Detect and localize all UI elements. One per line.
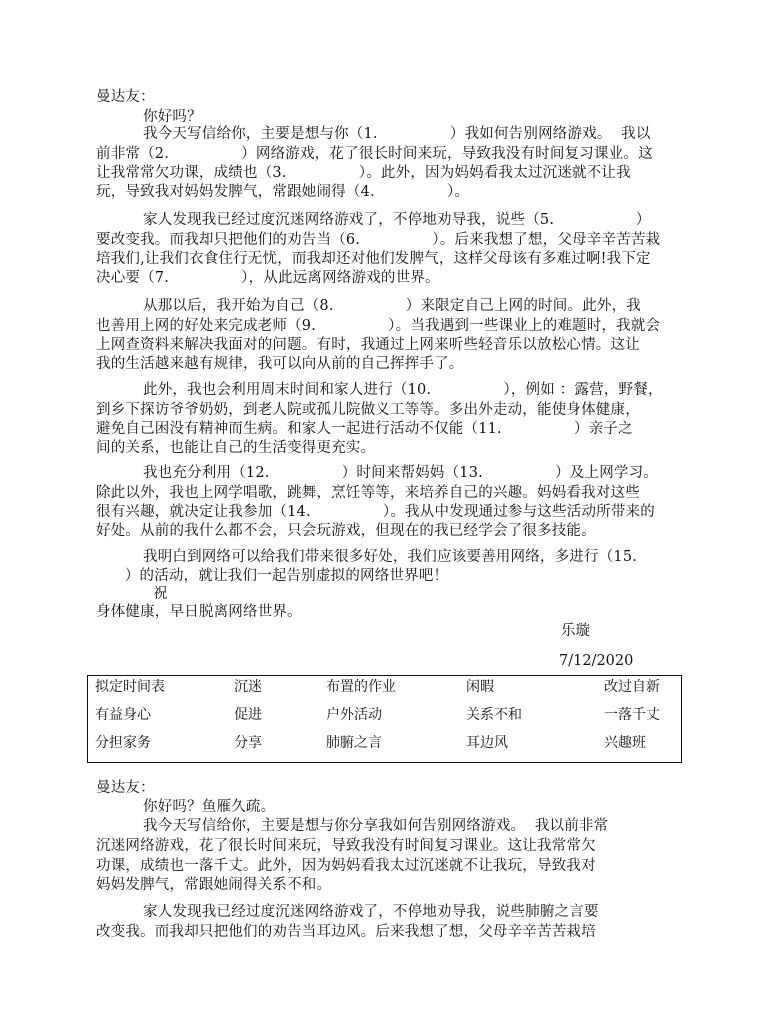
paragraph-3-line-1: 从那以后，我开始为自己（8. ）来限定自己上网的时间。此外，我 xyxy=(143,298,641,314)
paragraph-2-line-3: 培我们,让我们衣食住行无忧，而我却还对他们发脾气，这样父母该有多难过啊!我下定 xyxy=(96,251,651,267)
word-bank-item: 肺腑之言 xyxy=(326,735,382,751)
paragraph-5-line-4: 好处。从前的我什么都不会，只会玩游戏，但现在的我已经学会了很多技能。 xyxy=(96,523,596,539)
paragraph-4-line-4: 间的关系，也能让自己的生活变得更充实。 xyxy=(96,440,376,456)
paragraph-6-line-1: 我明白到网络可以给我们带来很多好处，我们应该要善用网络，多进行（15. xyxy=(143,549,638,565)
paragraph-2-line-1: 家人发现我已经过度沉迷网络游戏了，不停地劝导我，说些（5. ） xyxy=(143,212,651,228)
letter-greeting: 曼达友： xyxy=(96,89,155,105)
signature: 乐璇 xyxy=(561,623,590,639)
word-bank-item: 沉迷 xyxy=(234,679,262,695)
paragraph-4-line-3: 避免自己困没有精神而生病。和家人一起进行活动不仅能（11. ）亲子之 xyxy=(96,421,633,437)
paragraph-1-line-2: 前非常（2. ）网络游戏，花了很长时间来玩，导致我没有时间复习课业。这 xyxy=(96,146,653,162)
word-bank-box xyxy=(87,675,682,763)
word-bank-item: 户外活动 xyxy=(326,707,382,723)
answer-line-4: 妈妈发脾气，常跟她闹得关系不和。 xyxy=(96,877,332,893)
paragraph-1-line-3: 让我常常欠功课，成绩也（3. ）。此外，因为妈妈看我太过沉迷就不让我 xyxy=(96,165,631,181)
word-bank-item: 闲暇 xyxy=(466,679,494,695)
closing-text: 身体健康，早日脱离网络世界。 xyxy=(96,604,302,620)
closing-wish: 祝 xyxy=(153,586,168,602)
answer-line-1: 我今天写信给你，主要是想与你分享我如何告别网络游戏。 我以前非常 xyxy=(143,818,609,834)
letter-hello: 你好吗？ xyxy=(143,109,202,125)
paragraph-3-line-2: 也善用上网的好处来完成老师（9. ）。当我遇到一些课业上的难题时，我就会 xyxy=(96,318,661,334)
word-bank-item: 耳边风 xyxy=(466,735,508,751)
answer-paragraph-2-line-2: 改变我。而我却只把他们的劝告当耳边风。后来我想了想，父母辛辛苦苦栽培 xyxy=(96,924,596,940)
word-bank-item: 改过自新 xyxy=(604,679,660,695)
answer-line-2: 沉迷网络游戏，花了很长时间来玩，导致我没有时间复习课业。这让我常常欠 xyxy=(96,838,596,854)
word-bank-item: 一落千丈 xyxy=(604,707,660,723)
answer-greeting: 曼达友： xyxy=(96,780,155,796)
paragraph-6-line-2: ）的活动，就让我们一起告别虚拟的网络世界吧！ xyxy=(96,568,449,584)
letter-date: 7/12/2020 xyxy=(559,653,634,669)
word-bank-item: 分享 xyxy=(234,735,262,751)
word-bank-item: 关系不和 xyxy=(466,707,522,723)
paragraph-4-line-2: 到乡下探访爷爷奶奶，到老人院或孤儿院做义工等等。多出外走动，能使身体健康， xyxy=(96,402,640,418)
paragraph-5-line-2: 除此以外，我也上网学唱歌，跳舞，烹饪等等，来培养自己的兴趣。妈妈看我对这些 xyxy=(96,485,640,501)
paragraph-3-line-3: 上网查资料来解决我面对的问题。有时，我通过上网来听些轻音乐以放松心情。这让 xyxy=(96,337,640,353)
word-bank-item: 促进 xyxy=(234,707,262,723)
word-bank-item: 布置的作业 xyxy=(326,679,396,695)
paragraph-1-line-4: 玩，导致我对妈妈发脾气，常跟她闹得（4. ）。 xyxy=(96,184,470,200)
answer-paragraph-2-line-1: 家人发现我已经过度沉迷网络游戏了，不停地劝导我，说些肺腑之言要 xyxy=(143,904,599,920)
paragraph-3-line-4: 我的生活越来越有规律，我可以向从前的自己挥挥手了。 xyxy=(96,356,464,372)
answer-hello: 你好吗？鱼雁久疏。 xyxy=(143,799,276,815)
answer-line-3: 功课，成绩也一落千丈。此外，因为妈妈看我太过沉迷就不让我玩，导致我对 xyxy=(96,858,596,874)
paragraph-4-line-1: 此外，我也会利用周末时间和家人进行（10. ），例如 ：露营，野餐， xyxy=(143,382,663,398)
paragraph-5-line-3: 很有兴趣，就决定让我参加（14. ）。我从中发现通过参与这些活动所带来的 xyxy=(96,504,655,520)
word-bank-item: 兴趣班 xyxy=(604,735,646,751)
word-bank-item: 有益身心 xyxy=(95,707,151,723)
paragraph-2-line-2: 要改变我。而我却只把他们的劝告当（6. ）。后来我想了想，父母辛辛苦苦栽 xyxy=(96,232,661,248)
paragraph-2-line-4: 决心要（7. ），从此远离网络游戏的世界。 xyxy=(96,270,440,286)
paragraph-5-line-1: 我也充分利用（12. ）时间来帮妈妈（13. ）及上网学习。 xyxy=(143,465,658,481)
word-bank-item: 拟定时间表 xyxy=(95,679,165,695)
word-bank-item: 分担家务 xyxy=(95,735,151,751)
paragraph-1-line-1: 我今天写信给你，主要是想与你（1. ）我如何告别网络游戏。 我以 xyxy=(143,126,651,142)
